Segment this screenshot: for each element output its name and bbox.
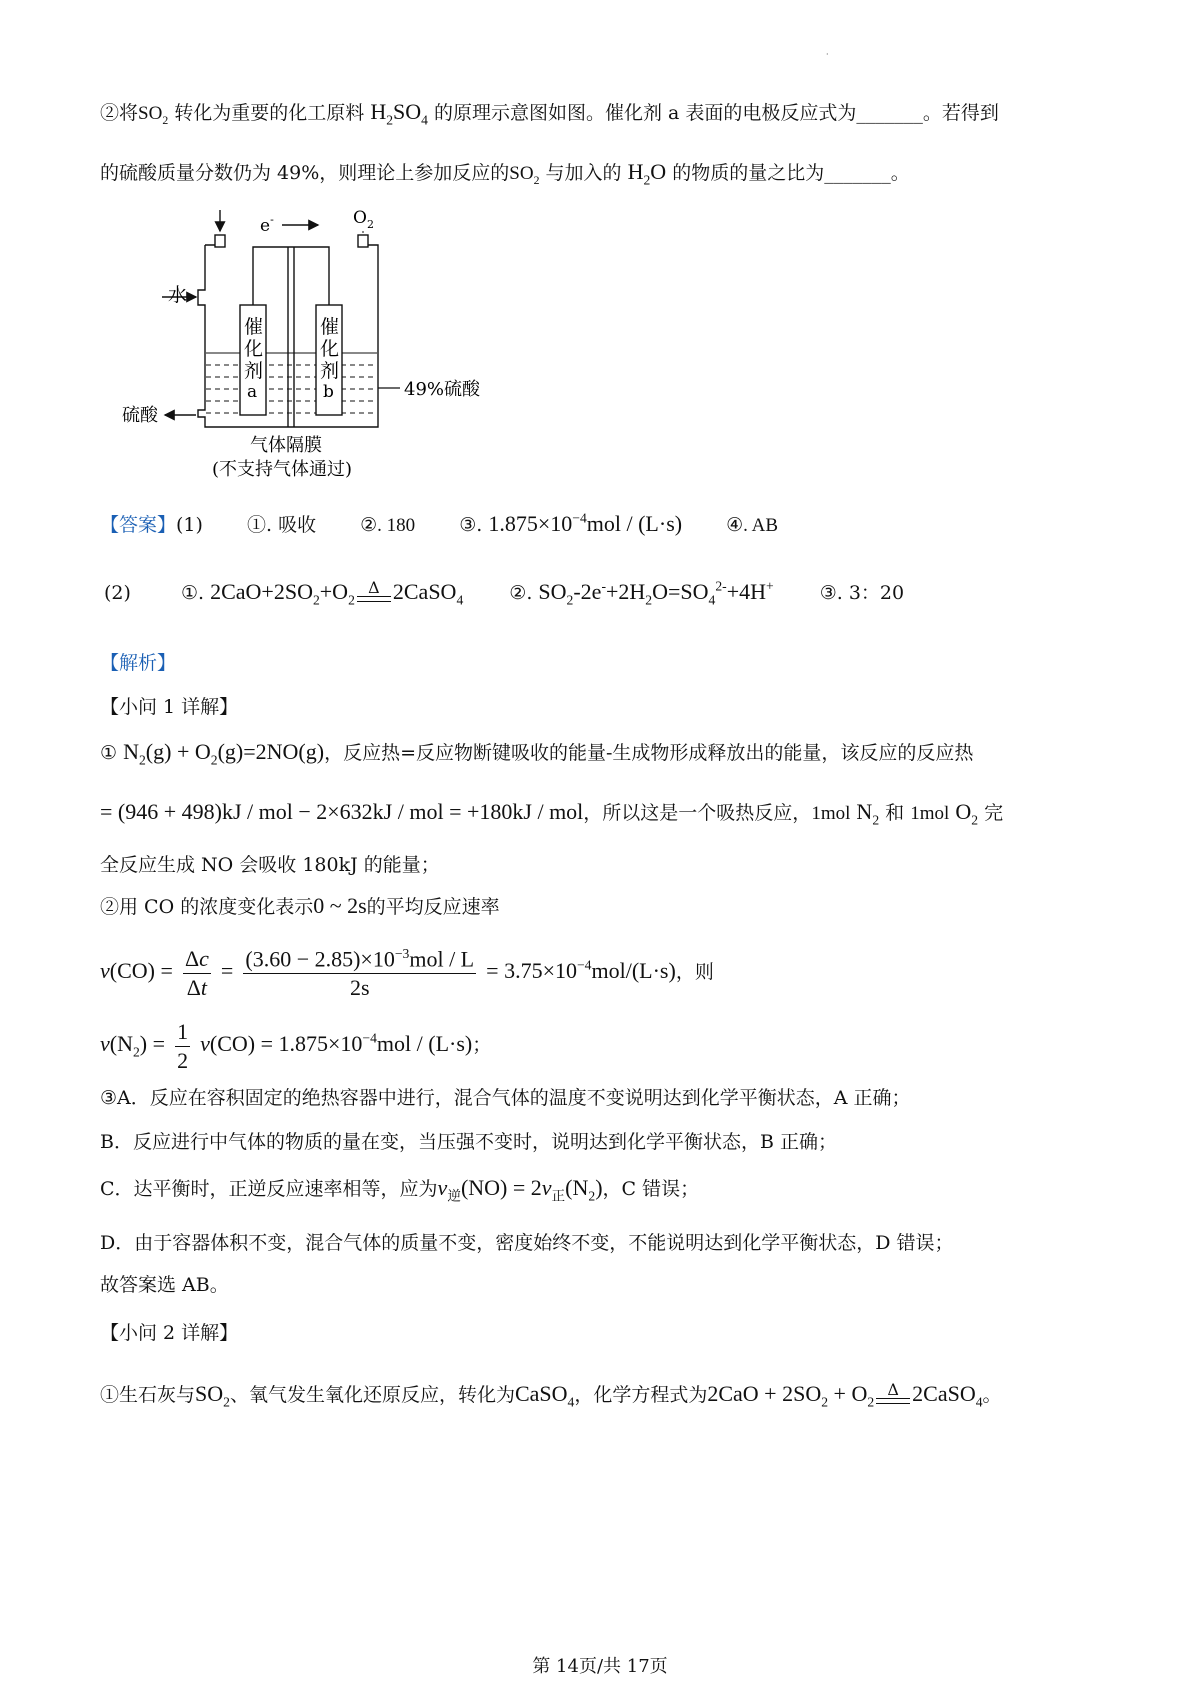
membrane-label: 气体隔膜	[250, 435, 322, 456]
question-line-2: 的硫酸质量分数仍为 49%，则理论上参加反应的$SO_2$ 与加入的 $H_2O$ 的物质的量之比为_______。	[100, 159, 910, 188]
electrolysis-diagram	[110, 205, 530, 495]
cat-b-char-2: 化	[320, 338, 340, 360]
analysis-line-11: 故答案选 AB。	[100, 1274, 229, 1296]
electron-label: e-	[260, 213, 274, 236]
answer-tag: 【答案】	[100, 514, 177, 536]
acid-label: 49%硫酸	[404, 379, 481, 400]
gas-membrane	[288, 247, 294, 427]
outlet-label: 硫酸	[122, 405, 158, 426]
rate-formula-n2: $v(N_2)$ = $\frac{1}{2}$ $v(CO) = 1.875\times 10^{-4}mol / (L\cdot s)$；	[100, 1019, 492, 1073]
electrolyte-liquid	[206, 353, 377, 413]
page-footer: 第 14页/共 17页	[532, 1656, 668, 1677]
scan-dot: ·	[826, 50, 829, 59]
analysis-line-8: B．反应进行中气体的物质的量在变，当压强不变时，说明达到化学平衡状态，B 正确；	[100, 1131, 837, 1153]
analysis-tag: 【解析】	[100, 652, 177, 674]
cat-b-char-1: 催	[320, 316, 340, 338]
cat-b-char-4: b	[323, 382, 334, 402]
analysis-line-7: ③A．反应在容积固定的绝热容器中进行，混合气体的温度不变说明达到化学平衡状态，A 正确；	[100, 1087, 911, 1109]
subquestion-1-heading: 【小问 1 详解】	[100, 696, 239, 718]
cat-a-char-1: 催	[244, 316, 264, 338]
analysis-line-2: = (946 + 498)kJ / mol − 2×632kJ / mol = +180kJ / mol，所以这是一个吸热反应，1mol $N_2$ 和 1mol $O_2$ 完	[100, 799, 1004, 828]
answer-line-1: 【答案】(1) ①. 吸收 ②. 180 ③. $1.875\times 10^{-4}mol / (L\cdot s)$ ④. AB	[100, 510, 779, 536]
analysis-line-1: ① $N_2(g) + O_2(g)=2NO(g)$，反应热=反应物断键吸收的能量-生成物形成释放出的能量，该反应的反应热	[100, 739, 974, 768]
cat-a-char-4: a	[247, 382, 258, 402]
cat-a-char-2: 化	[244, 338, 264, 360]
question-line-1: ②将$SO_2$ 转化为重要的化工原料 $H_2SO_4$ 的原理示意图如图。催化剂 a 表面的电极反应式为_______。若得到	[100, 99, 999, 128]
analysis-line-4: ②用 CO 的浓度变化表示0 ~ 2s的平均反应速率	[100, 893, 500, 918]
analysis-line-9: C．达平衡时，正逆反应速率相等，应为$v_逆(NO) = 2v_正(N_2)$，C 错误；	[100, 1175, 700, 1204]
external-wire	[253, 247, 329, 305]
analysis-line-10: D．由于容器体积不变，混合气体的质量不变，密度始终不变，不能说明达到化学平衡状态，D 错误；	[100, 1232, 954, 1254]
analysis-line-12: ①生石灰与$SO_2$、氧气发生氧化还原反应，转化为CaSO$_4$，化学方程式为$2CaO + 2SO_2 + O_2$ Δ 2CaSO$_4$。	[100, 1380, 1002, 1410]
water-label: 水	[168, 284, 188, 306]
analysis-line-3: 全反应生成 NO 会吸收 180kJ 的能量；	[100, 854, 440, 876]
membrane-note: (不支持气体通过)	[212, 459, 353, 480]
cat-a-char-3: 剂	[244, 360, 264, 382]
rate-formula-co: v(CO) = $\frac{\Delta c}{\Delta t}$ = $\frac{(3.60 - 2.85)\times 10^{-3}mol / L}{2s}$ = $3.75\times 10^{-4}mol/(L\cdot s)$，则	[100, 946, 714, 1000]
cat-b-char-3: 剂	[320, 360, 340, 382]
answer-line-2: (2) ①. $2CaO+2SO_2+O_2$ Δ 2CaSO$_4$ ②. $SO_2-2e^-+2H_2O=SO_4^{2-}+4H^+$ ③. 3：20	[104, 578, 905, 608]
subquestion-2-heading: 【小问 2 详解】	[100, 1322, 239, 1344]
o2-label: $O_2$	[353, 208, 374, 231]
